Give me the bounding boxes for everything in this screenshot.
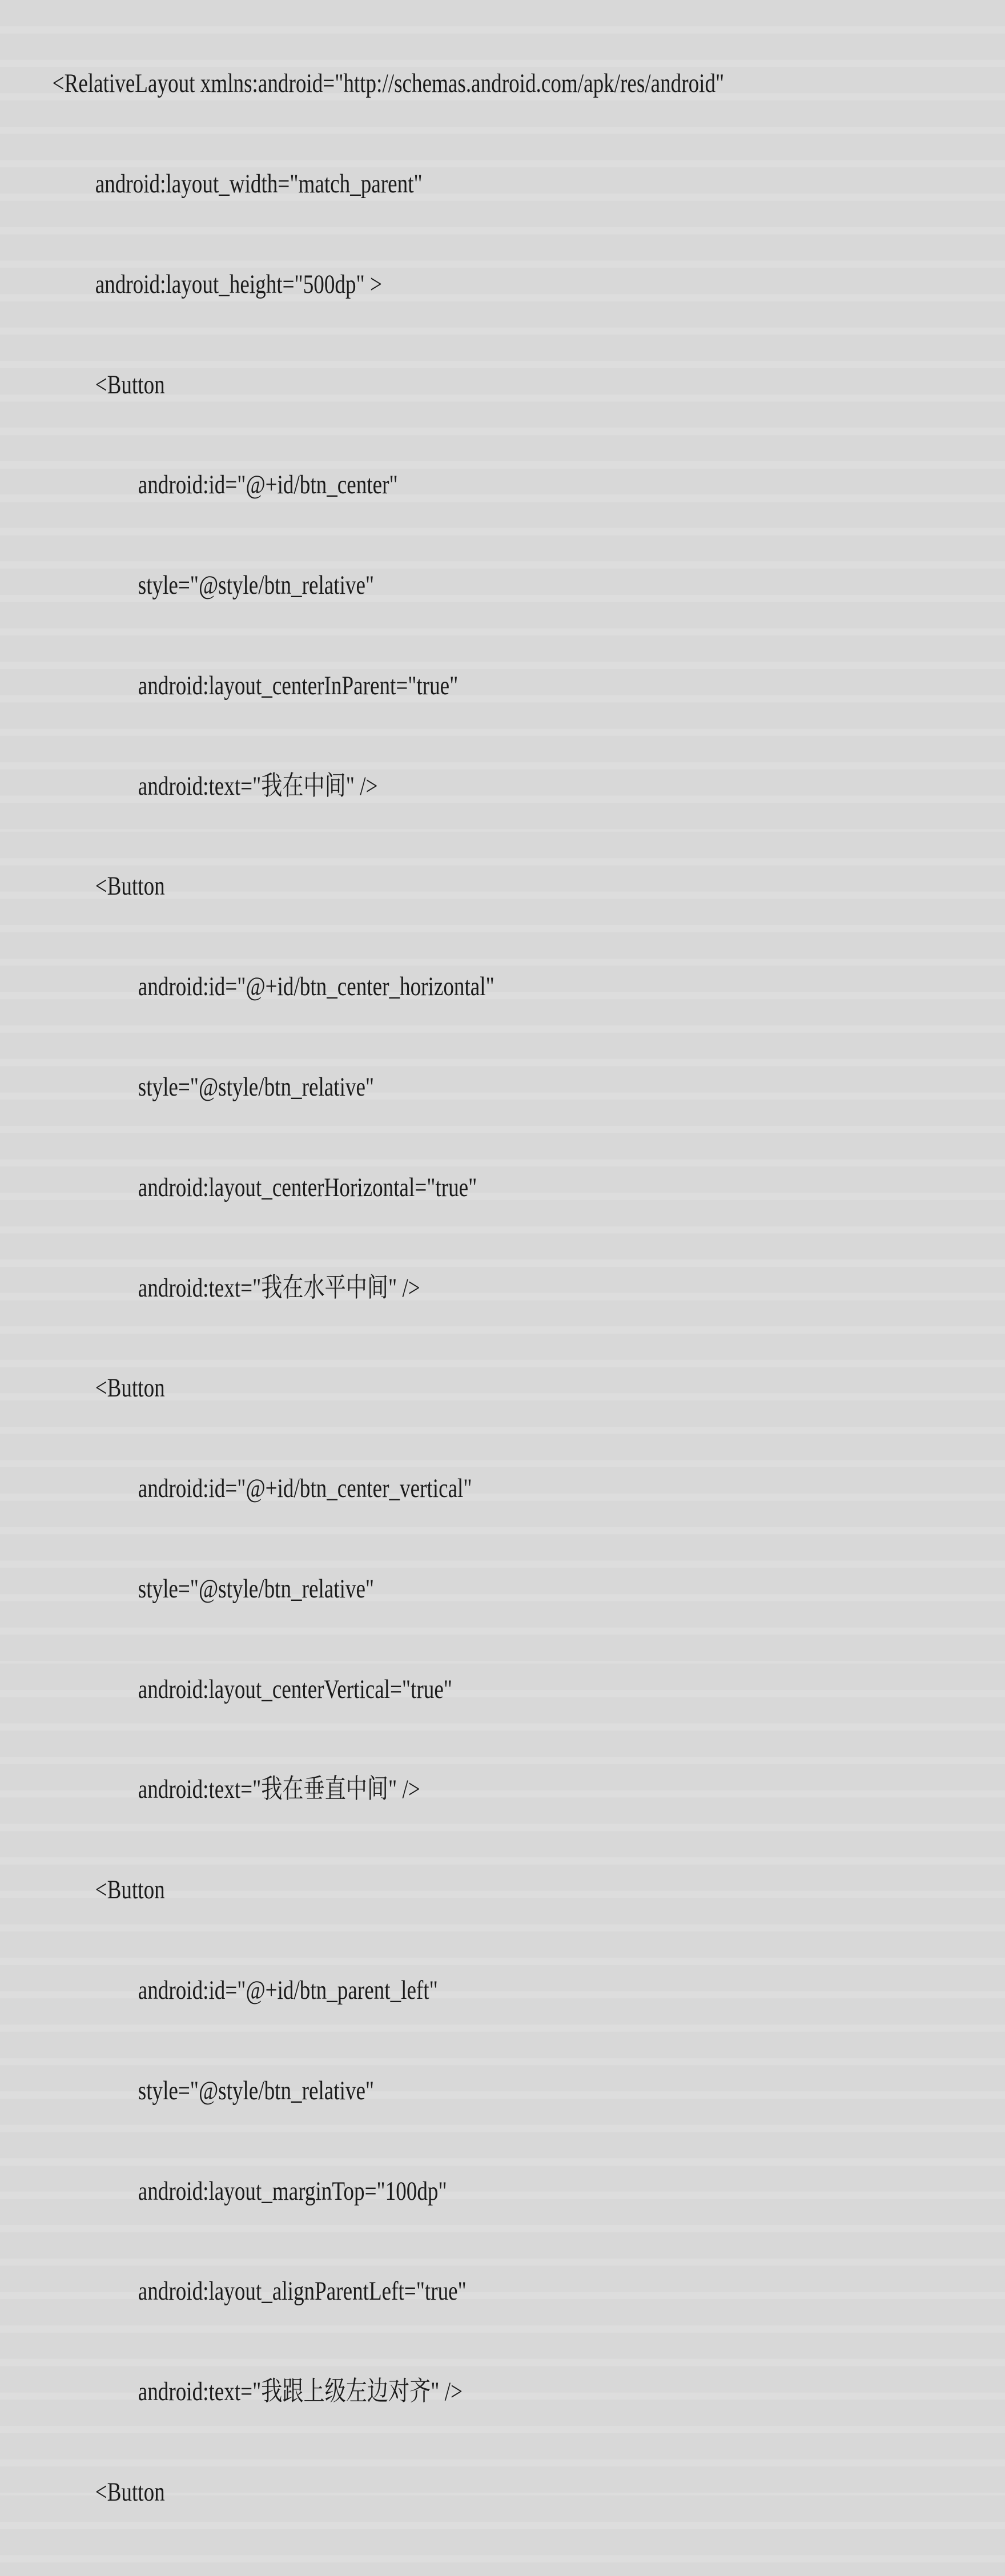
code-line: android:layout_centerVertical="true" bbox=[138, 1674, 452, 1704]
code-line: android:id="@+id/btn_center_vertical" bbox=[138, 1474, 472, 1504]
code-line: android:layout_centerInParent="true" bbox=[138, 670, 459, 701]
code-line: android:text="我在水平中间" /> bbox=[138, 1273, 420, 1303]
code-line: <Button bbox=[95, 1373, 165, 1403]
code-line: style="@style/btn_relative" bbox=[138, 1573, 375, 1604]
code-line: android:id="@+id/btn_parent_left" bbox=[138, 1975, 438, 2006]
code-line: android:text="我跟上级左边对齐" /> bbox=[138, 2377, 463, 2407]
code-line: android:layout_height="500dp" > bbox=[95, 269, 382, 299]
code-line: <Button bbox=[95, 2477, 165, 2507]
code-line: <Button bbox=[95, 871, 165, 901]
code-line: android:layout_centerHorizontal="true" bbox=[138, 1172, 477, 1202]
code-line: android:id="@+id/btn_center_horizontal" bbox=[138, 972, 495, 1002]
code-line: android:text="我在垂直中间" /> bbox=[138, 1774, 420, 1805]
code-line: style="@style/btn_relative" bbox=[138, 1072, 375, 1102]
code-line: <Button bbox=[95, 1875, 165, 1905]
code-line: android:text="我在中间" /> bbox=[138, 771, 378, 801]
code-line: <Button bbox=[95, 369, 165, 400]
code-line: android:layout_marginTop="100dp" bbox=[138, 2176, 447, 2206]
code-line: android:id="@+id/btn_center" bbox=[138, 470, 398, 500]
code-line: <RelativeLayout xmlns:android="http://schemas.android.com/apk/res/android" bbox=[52, 69, 725, 99]
code-line: style="@style/btn_relative" bbox=[138, 2075, 375, 2106]
code-line: android:layout_width="match_parent" bbox=[95, 168, 423, 199]
code-line: android:layout_alignParentLeft="true" bbox=[138, 2276, 467, 2307]
code-line: style="@style/btn_relative" bbox=[138, 570, 375, 601]
